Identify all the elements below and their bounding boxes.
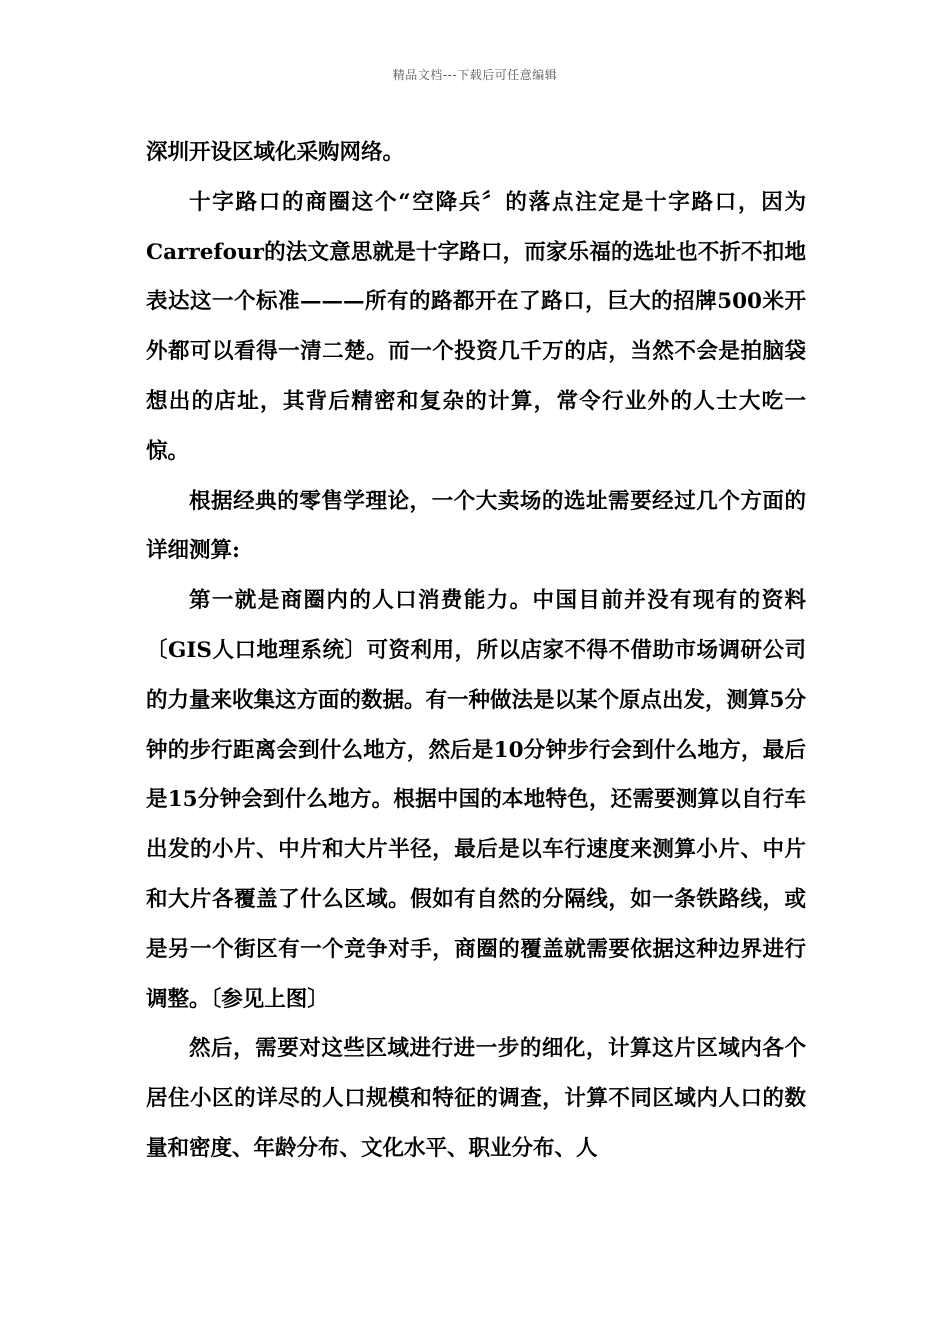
paragraph-2: 十字路口的商圈这个“空降兵〞的落点注定是十字路口，因为Carrefour的法文意思就是十字路口，而家乐福的选址也不折不扣地表达这一个标准———所有的路都开在了路口，巨大的招牌500米开外都可以看得一清二楚。而一个投资几千万的店，当然不会是拍脑袋想出的店址，其背后精密和复杂的计算，常令行业外的人士大吃一惊。 [146, 189, 806, 464]
body-text [146, 128, 806, 1174]
paragraph-5: 然后，需要对这些区域进行进一步的细化，计算这片区域内各个居住小区的详尽的人口规模和特征的调查，计算不同区域内人口的数量和密度、年龄分布、文化水平、职业分布、人 [146, 1036, 806, 1161]
paragraph-1: 深圳开设区域化采购网络。 [146, 140, 405, 165]
page-header: 精品文档---下载后可任意编辑 [392, 68, 558, 82]
paragraph-4: 第一就是商圈内的人口消费能力。中国目前并没有现有的资料〔GIS人口地理系统〕可资利用，所以店家不得不借助市场调研公司的力量来收集这方面的数据。有一种做法是以某个原点出发，测算5分钟的步行距离会到什么地方，然后是10分钟步行会到什么地方，最后是15分钟会到什么地方。根据中国的本地特色，还需要测算以自行车出发的小片、中片和大片半径，最后是以车行速度来测算小片、中片和大片各覆盖了什么区域。假如有自然的分隔线，如一条铁路线，或是另一个街区有一个竞争对手，商圈的覆盖就需要依据这种边界进行调整。〔参见上图〕 [146, 588, 806, 1012]
paragraph-3: 根据经典的零售学理论，一个大卖场的选址需要经过几个方面的详细测算: [146, 488, 806, 564]
